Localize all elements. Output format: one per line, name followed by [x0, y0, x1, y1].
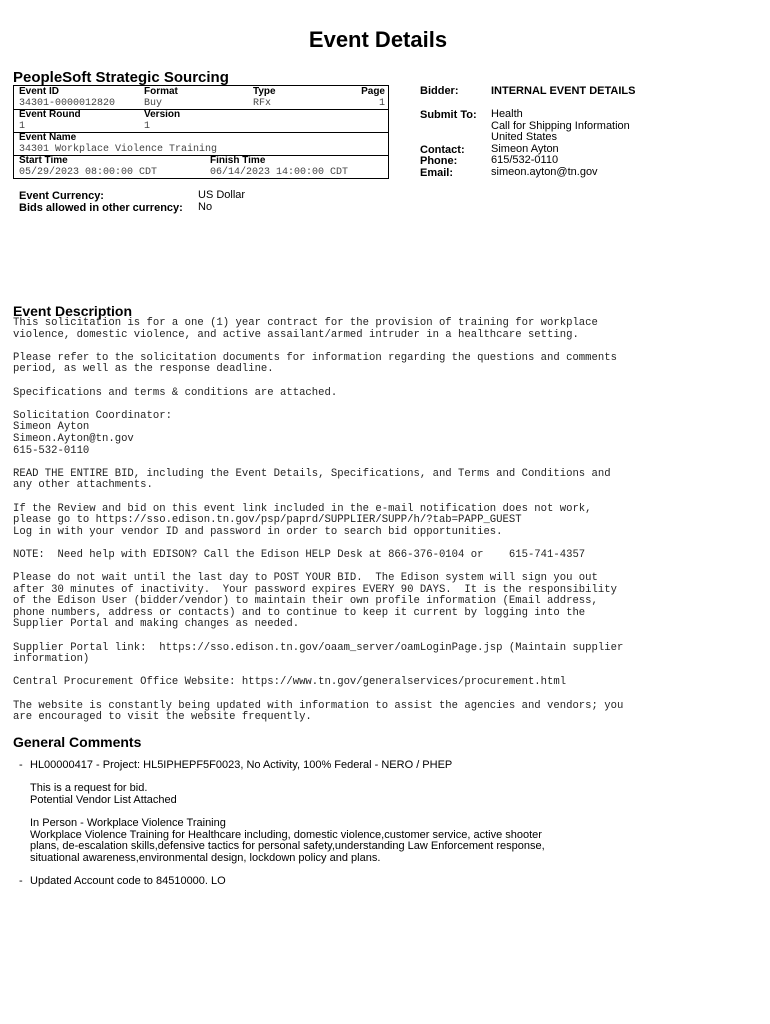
event-currency-label: Event Currency:: [19, 190, 104, 202]
comment-line: Workplace Violence Training for Healthcare including, domestic violence,customer service, active shooter: [30, 828, 542, 841]
version-label: Version: [144, 109, 181, 120]
phone-label: Phone:: [420, 155, 458, 167]
page-value: 1: [378, 98, 385, 109]
comment-line: In Person - Workplace Violence Training: [30, 816, 226, 829]
format-label: Format: [144, 86, 178, 97]
event-round-value: 1: [19, 121, 26, 132]
start-time-label: Start Time: [19, 155, 68, 166]
event-description-heading: Event Description: [13, 303, 133, 319]
comment-line: situational awareness,environmental design, lockdown policy and plans.: [30, 851, 381, 864]
bullet-dash: -: [19, 874, 23, 887]
event-name-label: Event Name: [19, 132, 77, 143]
event-description: [13, 318, 713, 735]
bids-other-currency-value: No: [198, 201, 213, 213]
submit-line: United States: [491, 131, 558, 143]
comment-block: [30, 818, 719, 864]
comment-line: Potential Vendor List Attached: [30, 793, 177, 806]
description-paragraph: Supplier Portal link: https://sso.edison.tn.gov/oaam_server/oamLoginPage.jsp (Maintain supplier information): [13, 641, 624, 666]
description-paragraph: Specifications and terms & conditions are attached.: [13, 386, 338, 399]
submit-to-label: Submit To:: [420, 109, 477, 121]
description-paragraph: NOTE: Need help with EDISON? Call the Edison HELP Desk at 866-376-0104 or 615-741-4357: [13, 548, 586, 561]
bullet-dash: -: [19, 759, 23, 771]
type-value: RFx: [253, 98, 272, 109]
comment-block: [30, 783, 719, 806]
event-info-box: [13, 85, 389, 179]
comment-item: [19, 876, 719, 888]
contact-value: Simeon Ayton: [491, 142, 559, 155]
description-paragraph: This solicitation is for a one (1) year contract for the provision of training for workplace violence, domestic violence, and active assailant/armed intruder in a healthcare setting.: [13, 317, 598, 341]
event-name-value: 34301 Workplace Violence Training: [19, 144, 218, 155]
subtitle: PeopleSoft Strategic Sourcing: [13, 69, 229, 86]
description-paragraph: Please do not wait until the last day to POST YOUR BID. The Edison system will sign you out after 30 minutes of inactivity. Your password expires EVERY 90 DAYS. It is the responsibility of the Edison User (bidder/vendor) to maintain their own profile information (Email address, phone numbers, address or contacts) and to continue to keep it current by logging into the Supplier Portal and making changes as needed.: [13, 572, 617, 631]
description-paragraph: READ THE ENTIRE BID, including the Event Details, Specifications, and Terms and Conditions and any other attachments.: [13, 467, 611, 492]
phone-value: 615/532-0110: [491, 154, 559, 166]
event-id-label: Event ID: [19, 86, 60, 97]
description-paragraph: Please refer to the solicitation documents for information regarding the questions and comments period, as well as the response deadline.: [13, 351, 617, 376]
description-paragraph: If the Review and bid on this event link included in the e-mail notification does not work, please go to https://sso.edison.tn.gov/psp/paprd/SUPPLIER/SUPP/h/?tab=PAPP_GUEST Log in with your vendor ID and password in order to search bid opportunities.: [13, 502, 592, 538]
description-paragraph: Solicitation Coordinator: Simeon Ayton Simeon.Ayton@tn.gov 615-532-0110: [13, 409, 172, 457]
bidder-label: Bidder:: [420, 85, 459, 97]
comment-line: plans, de-escalation skills,defensive tactics for personal safety,understanding Law Enforcement response,: [30, 840, 545, 853]
finish-time-label: Finish Time: [210, 155, 266, 166]
divider: [14, 155, 388, 156]
format-value: Buy: [144, 98, 163, 109]
email-label: Email:: [420, 166, 454, 179]
contact-label: Contact:: [420, 143, 465, 156]
page-label: Page: [361, 86, 385, 97]
finish-time-value: 06/14/2023 14:00:00 CDT: [210, 167, 349, 178]
bidder-value: INTERNAL EVENT DETAILS: [491, 85, 636, 97]
submit-line: Health: [491, 108, 523, 120]
general-comments: [19, 760, 719, 888]
email-value: simeon.ayton@tn.gov: [491, 165, 598, 178]
comment-line: This is a request for bid.: [30, 782, 148, 795]
description-paragraph: Central Procurement Office Website: https://www.tn.gov/generalservices/procurement.html: [13, 676, 567, 689]
event-round-label: Event Round: [19, 109, 81, 120]
version-value: 1: [144, 121, 151, 132]
bids-other-currency-label: Bids allowed in other currency:: [19, 202, 183, 214]
event-currency-value: US Dollar: [198, 189, 246, 201]
comment-item: [19, 760, 719, 864]
type-label: Type: [253, 86, 276, 97]
description-paragraph: The website is constantly being updated with information to assist the agencies and vendors; you are encouraged to visit the website frequently.: [13, 699, 624, 724]
comment-line: HL00000417 - Project: HL5IPHEPF5F0023, No Activity, 100% Federal - NERO / PHEP: [30, 759, 453, 771]
start-time-value: 05/29/2023 08:00:00 CDT: [19, 167, 158, 178]
comment-line: Updated Account code to 84510000. LO: [30, 874, 226, 887]
page-title: Event Details: [308, 27, 448, 52]
event-id-value: 34301-0000012820: [19, 98, 116, 109]
submit-line: Call for Shipping Information: [491, 119, 630, 132]
general-comments-heading: General Comments: [13, 734, 142, 750]
